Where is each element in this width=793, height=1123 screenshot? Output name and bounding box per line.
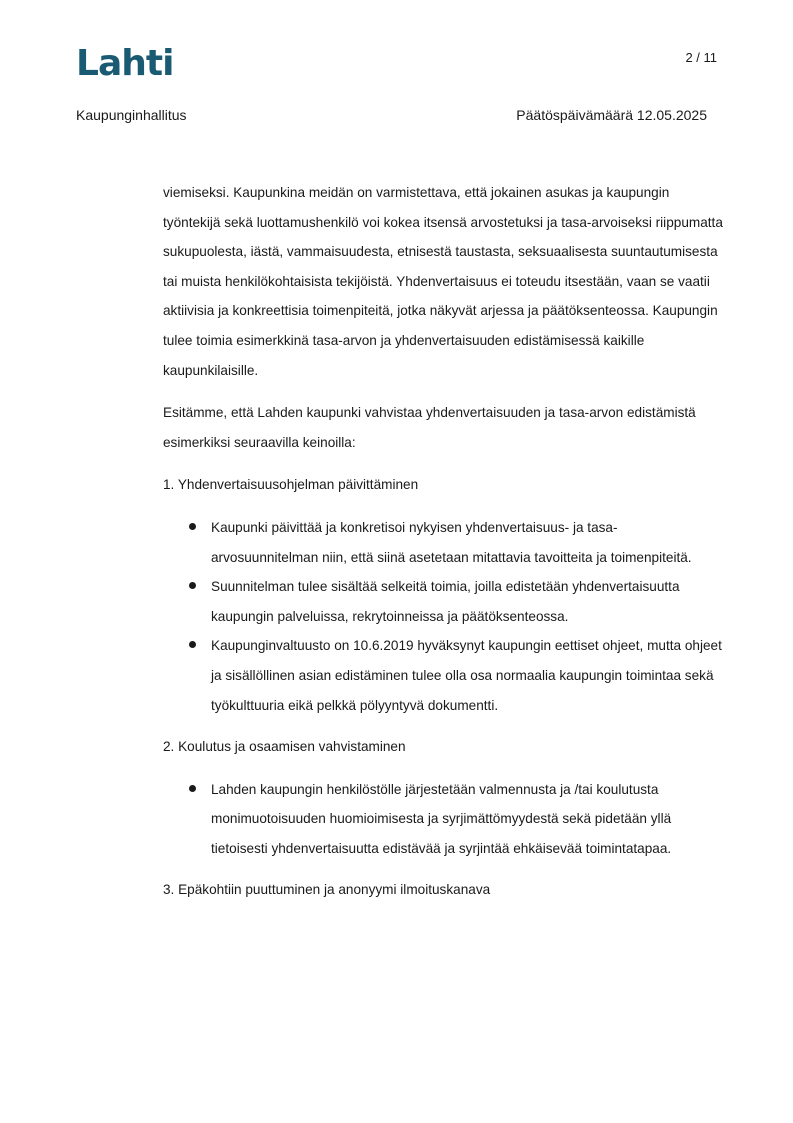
list-item-text: Kaupunki päivittää ja konkretisoi nykyisen yhdenvertaisuus- ja tasa-arvosuunnitelman niin, että siinä asetetaan mitattavia tavoitteita ja toimenpiteitä. bbox=[211, 519, 692, 565]
intro-paragraph: viemiseksi. Kaupunkina meidän on varmistettava, että jokainen asukas ja kaupungin työntekijä sekä luottamushenkilö voi kokea itsensä arvostetuksi ja tasa-arvoiseksi riippumatta sukupuolesta, iästä, vammaisuudesta, etnisestä taustasta, seksuaalisesta suuntautumisesta tai muista henkilökohtaisista tekijöistä. Yhdenvertaisuus ei toteudu itsestään, vaan se vaatii aktiivisia ja konkreettisia toimenpiteitä, jotka näkyvät arjessa ja päätöksenteossa. Kaupungin tulee toimia esimerkkinä tasa-arvon ja yhdenvertaisuuden edistämisessä kaikille kaupunkilaisille. bbox=[163, 185, 723, 378]
section-heading-1: 1. Yhdenvertaisuusohjelman päivittäminen bbox=[163, 477, 419, 493]
list-item bbox=[211, 775, 723, 864]
section-2-list bbox=[163, 775, 723, 864]
list-item bbox=[211, 631, 723, 720]
section-heading-2: 2. Koulutus ja osaamisen vahvistaminen bbox=[163, 739, 406, 755]
bullet-icon bbox=[189, 523, 196, 530]
lahti-logo: Lahti bbox=[76, 43, 174, 84]
proposal-paragraph: Esitämme, että Lahden kaupunki vahvistaa yhdenvertaisuuden ja tasa-arvon edistämistä esimerkiksi seuraavilla keinoilla: bbox=[163, 405, 696, 450]
bullet-icon bbox=[189, 785, 196, 792]
document-body bbox=[163, 178, 723, 918]
bullet-icon bbox=[189, 582, 196, 589]
organization-name: Kaupunginhallitus bbox=[76, 107, 187, 123]
bullet-icon bbox=[189, 641, 196, 648]
list-item-text: Lahden kaupungin henkilöstölle järjestetään valmennusta ja /tai koulutusta monimuotoisuuden huomioimisesta ja syrjimättömyydestä sekä pidetään yllä tietoisesti yhdenvertaisuutta edistävää ja syrjintää ehkäisevää toimintatapaa. bbox=[211, 781, 672, 856]
list-item bbox=[211, 513, 723, 572]
list-item-text: Kaupunginvaltuusto on 10.6.2019 hyväksynyt kaupungin eettiset ohjeet, mutta ohjeet ja sisällöllinen asian edistäminen tulee olla osa normaalia kaupungin toimintaa sekä työkulttuuria eikä pelkkä pölyyntyvä dokumentti. bbox=[211, 638, 722, 713]
decision-date: Päätöspäivämäärä 12.05.2025 bbox=[516, 107, 707, 123]
list-item bbox=[211, 572, 723, 631]
list-item-text: Suunnitelman tulee sisältää selkeitä toimia, joilla edistetään yhdenvertaisuutta kaupungin palveluissa, rekrytoinneissa ja päätöksenteossa. bbox=[211, 579, 680, 624]
section-heading-3: 3. Epäkohtiin puuttuminen ja anonyymi ilmoituskanava bbox=[163, 882, 491, 898]
page-number: 2 / 11 bbox=[685, 50, 717, 65]
section-1-list bbox=[163, 513, 723, 720]
